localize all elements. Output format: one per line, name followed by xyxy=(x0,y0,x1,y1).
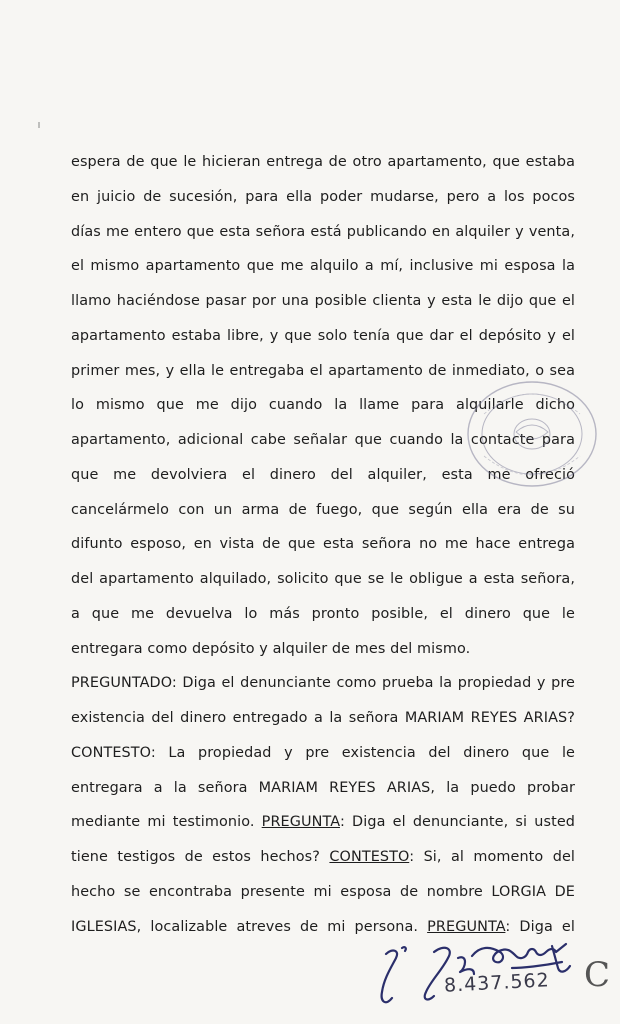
declaration-body xyxy=(71,145,575,944)
text-line xyxy=(71,562,575,597)
text-line xyxy=(71,666,575,701)
underlined-keyword: CONTESTO xyxy=(329,849,410,865)
text-line xyxy=(71,145,575,180)
text-line xyxy=(71,527,575,562)
text-run: entregara a la señora MARIAM REYES ARIAS, la puedo probar xyxy=(71,779,575,796)
official-seal xyxy=(454,374,604,494)
text-run: IGLESIAS, localizable atreves de mi persona. xyxy=(71,918,428,935)
text-run: primer mes, y ella le entregaba el apartamento de inmediato, o sea xyxy=(71,362,575,379)
scan-speck xyxy=(38,122,40,128)
text-run: existencia del dinero entregado a la señora MARIAM REYES ARIAS? xyxy=(71,710,575,726)
text-run: difunto esposo, en vista de que esta señora no me hace entrega xyxy=(71,536,575,553)
text-run: lo mismo que me dijo cuando la llame para alquilarle dicho xyxy=(71,397,575,414)
text-run: : Diga el denunciante, si usted xyxy=(339,814,575,831)
text-line xyxy=(71,840,575,875)
text-run: llamo haciéndose pasar por una posible clienta y esta le dijo que el xyxy=(71,293,575,309)
underlined-keyword: PREGUNTA xyxy=(427,918,506,935)
text-run: mediante mi testimonio. xyxy=(71,814,262,831)
text-run: PREGUNTADO: Diga el denunciante como prueba la propiedad y pre xyxy=(71,675,575,692)
underlined-keyword: PREGUNTA xyxy=(261,814,340,831)
text-run: espera de que le hicieran entrega de otro apartamento, que estaba xyxy=(71,154,575,170)
text-run: entregara como depósito y alquiler de mes del mismo. xyxy=(71,640,471,657)
text-run: tiene testigos de estos hechos? xyxy=(71,849,330,865)
text-line xyxy=(71,805,575,840)
text-run: a que me devuelva lo más pronto posible, el dinero que le xyxy=(71,605,575,622)
text-run: CONTESTO: La propiedad y pre existencia del dinero que le xyxy=(71,744,575,761)
text-run: el mismo apartamento que me alquilo a mí, inclusive mi esposa la xyxy=(71,258,575,275)
text-line xyxy=(71,215,575,250)
text-line xyxy=(71,771,575,806)
text-line xyxy=(71,736,575,771)
text-run: apartamento, adicional cabe señalar que cuando la contacte para xyxy=(71,432,575,448)
text-line xyxy=(71,319,575,354)
text-run: : Diga el xyxy=(505,918,575,935)
text-run: cancelármelo con un arma de fuego, que según ella era de su xyxy=(71,501,575,518)
text-line xyxy=(71,875,575,910)
text-line xyxy=(71,701,575,736)
text-line xyxy=(71,180,575,215)
text-line xyxy=(71,597,575,632)
text-run: apartamento estaba libre, y que solo tenía que dar el depósito y el xyxy=(71,327,575,344)
text-run: en juicio de sucesión, para ella poder mudarse, pero a los pocos xyxy=(71,188,575,205)
text-line xyxy=(71,632,575,667)
text-run: hecho se encontraba presente mi esposa de nombre LORGIA DE xyxy=(71,883,575,900)
id-number: 8.437.562 xyxy=(443,969,551,997)
text-line xyxy=(71,284,575,319)
text-run: del apartamento alquilado, solicito que se le obligue a esta señora, xyxy=(71,571,575,587)
text-line xyxy=(71,249,575,284)
text-line xyxy=(71,493,575,528)
text-run: que me devolviera el dinero del alquiler, esta me ofreció xyxy=(71,466,575,483)
text-run: días me entero que esta señora está publicando en alquiler y venta, xyxy=(71,223,575,240)
text-run: : Si, al momento del xyxy=(409,849,575,865)
corner-mark: C xyxy=(584,955,611,995)
